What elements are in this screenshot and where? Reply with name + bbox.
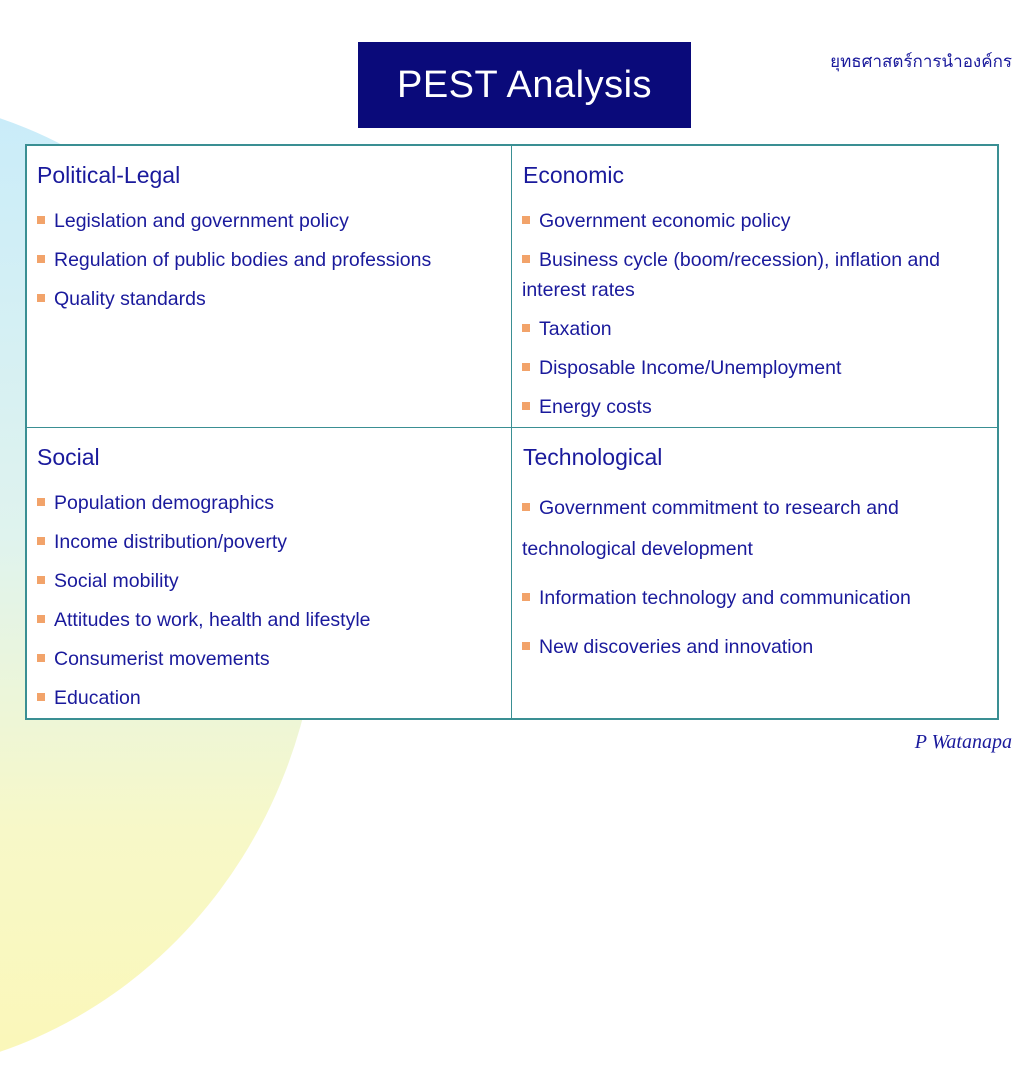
item-list-technological (522, 488, 992, 676)
slide-title-text: PEST Analysis (396, 63, 653, 106)
quadrant-title-political: Political-Legal (37, 162, 181, 188)
quadrant-title-social: Social (37, 444, 100, 470)
quadrant-title-technological: Technological (523, 444, 663, 470)
list-item: Social mobility (37, 566, 507, 596)
quadrant-title-economic: Economic (523, 162, 624, 188)
square-bullet-icon (37, 216, 45, 224)
list-item: Disposable Income/Unemployment (522, 353, 992, 383)
list-item: New discoveries and innovation (522, 627, 992, 668)
square-bullet-icon (522, 216, 530, 224)
square-bullet-icon (37, 537, 45, 545)
item-list-economic (522, 206, 992, 428)
list-item: Population demographics (37, 488, 507, 518)
slide-title (358, 42, 691, 128)
square-bullet-icon (522, 324, 530, 332)
list-item: Regulation of public bodies and professions (37, 245, 507, 275)
square-bullet-icon (522, 402, 530, 410)
list-item: Government economic policy (522, 206, 992, 236)
quadrant-political (27, 146, 512, 428)
square-bullet-icon (522, 593, 530, 601)
square-bullet-icon (37, 654, 45, 662)
quadrant-social (27, 428, 512, 718)
list-item: Government commitment to research and technological development (522, 497, 899, 560)
list-item: Legislation and government policy (37, 206, 507, 236)
list-item: Information technology and communication (522, 578, 992, 619)
square-bullet-icon (522, 503, 530, 511)
quadrant-technological (512, 428, 997, 718)
square-bullet-icon (37, 255, 45, 263)
list-item: Energy costs (522, 392, 992, 422)
list-item: Taxation (522, 314, 992, 344)
thai-header: ยุทธศาสตร์การนำองค์กร (830, 52, 1012, 72)
author-signature: P Watanapa (914, 731, 1012, 753)
item-list-social (37, 488, 507, 718)
list-item: Attitudes to work, health and lifestyle (37, 605, 507, 635)
square-bullet-icon (37, 576, 45, 584)
list-item: Business cycle (boom/recession), inflation and interest rates (522, 249, 941, 301)
square-bullet-icon (37, 615, 45, 623)
pest-grid (25, 144, 999, 720)
square-bullet-icon (37, 693, 45, 701)
list-item: Consumerist movements (37, 644, 507, 674)
list-item: Education (37, 683, 507, 713)
square-bullet-icon (522, 363, 530, 371)
square-bullet-icon (522, 255, 530, 263)
square-bullet-icon (37, 498, 45, 506)
square-bullet-icon (37, 294, 45, 302)
item-list-political (37, 206, 507, 323)
square-bullet-icon (522, 642, 530, 650)
list-item: Quality standards (37, 284, 507, 314)
list-item: Income distribution/poverty (37, 527, 507, 557)
quadrant-economic (512, 146, 997, 428)
